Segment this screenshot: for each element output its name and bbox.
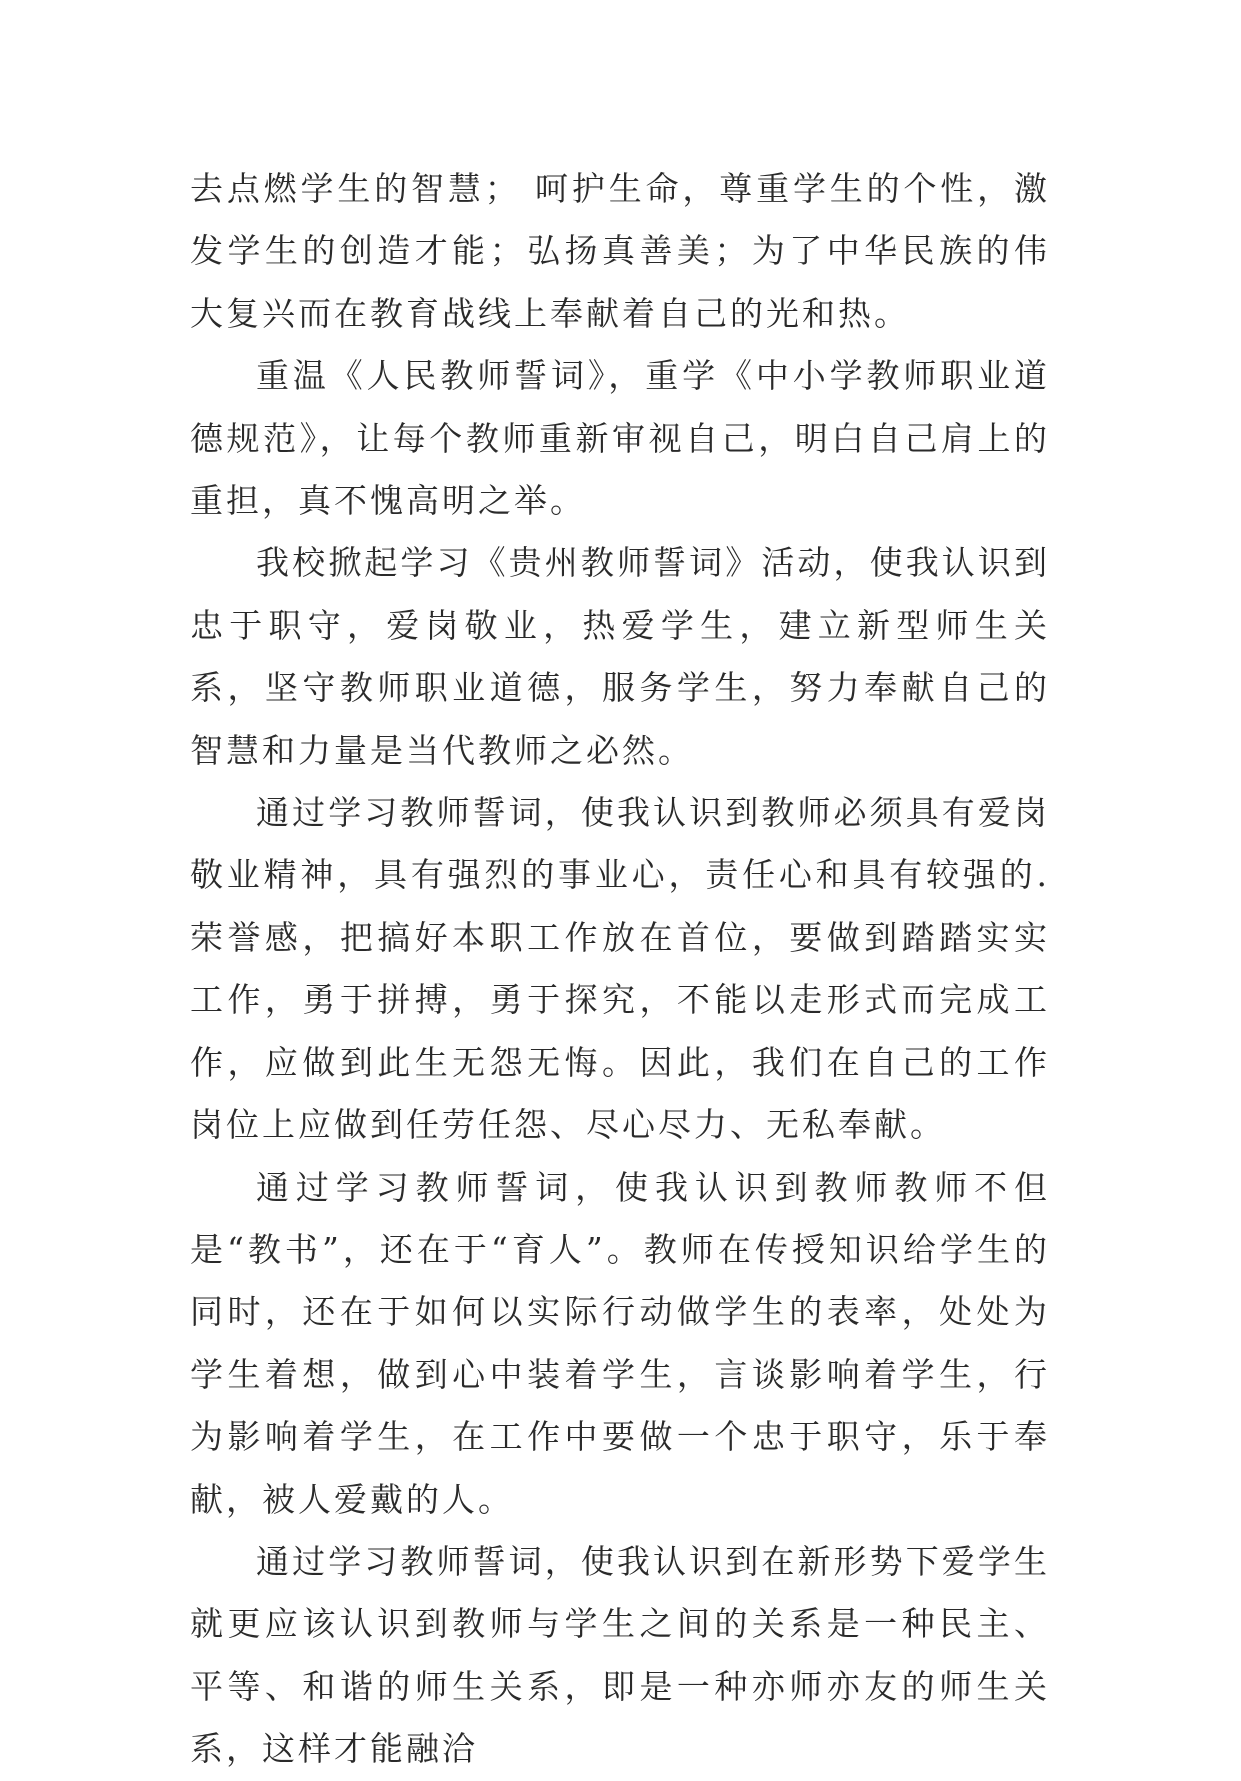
document-body [190,158,1050,1781]
paragraph-2: 重温《人民教师誓词》，重学《中小学教师职业道德规范》，让每个教师重新审视自己，明白自己肩上的重担，真不愧高明之举。 [190,356,1050,521]
paragraph-3: 我校掀起学习《贵州教师誓词》活动，使我认识到忠于职守，爱岗敬业，热爱学生，建立新型师生关系，坚守教师职业道德，服务学生，努力奉献自己的智慧和力量是当代教师之必然。 [190,543,1050,770]
paragraph-6: 通过学习教师誓词，使我认识到在新形势下爱学生就更应该认识到教师与学生之间的关系是一种民主、平等、和谐的师生关系，即是一种亦师亦友的师生关系，这样才能融洽 [190,1541,1050,1769]
paragraph-1: 去点燃学生的智慧； 呵护生命，尊重学生的个性，激发学生的创造才能；弘扬真善美；为了中华民族的伟大复兴而在教育战线上奉献着自己的光和热。 [190,169,1050,333]
paragraph-4: 通过学习教师誓词，使我认识到教师必须具有爱岗敬业精神，具有强烈的事业心，责任心和具有较强的.荣誉感，把搞好本职工作放在首位，要做到踏踏实实工作，勇于拼搏，勇于探究，不能以走形式而完成工作，应做到此生无怨无悔。因此，我们在自己的工作岗位上应做到任劳任怨、尽心尽力、无私奉献。 [190,793,1050,1145]
paragraph-5: 通过学习教师誓词，使我认识到教师教师不但是“教书”，还在于“育人”。教师在传授知识给学生的同时，还在于如何以实际行动做学生的表率，处处为学生着想，做到心中装着学生，言谈影响着学生，行为影响着学生，在工作中要做一个忠于职守，乐于奉献，被人爱戴的人。 [190,1167,1050,1519]
